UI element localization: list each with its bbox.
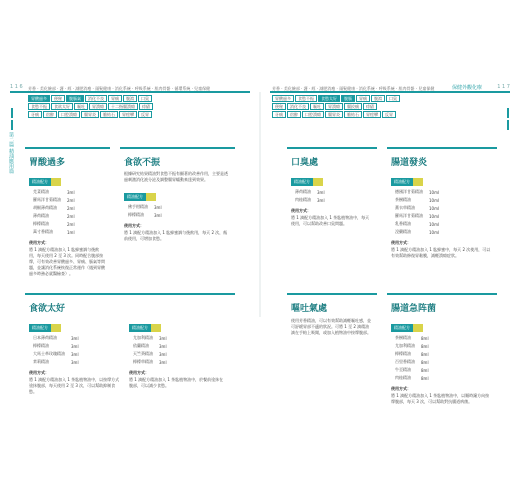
intro-text: 根據研究結果精油對食慾不振有顯著的改善作用，主要是透過刺激消化液分泌及調整腸胃蠕動來達到效果。 — [124, 171, 228, 182]
usage-text: 將 1 滴配方精油加入 1 匙蜂蜜中，每天 2 次使用，可以有效幫助修復胃黏膜，減輕潰瘍症狀。 — [391, 247, 491, 258]
oil-row: 檸檬精油 3ml — [128, 212, 162, 218]
side-label-text: 第二篇 精油應用篇 — [8, 132, 14, 174]
nav-tab[interactable]: 消化不良 — [85, 95, 107, 102]
oil-row: 百里香精油 8ml — [395, 359, 429, 365]
oil-row: 茶樹精油 10ml — [395, 197, 440, 203]
usage-heading: 使用方式： — [129, 370, 149, 375]
card-title: 食欲不振 — [124, 158, 161, 168]
right-topic-nav — [272, 95, 401, 119]
formula-tag: 精油配方 — [124, 193, 156, 201]
nav-tab[interactable]: 牙痛 — [28, 111, 42, 118]
nav-tab[interactable]: 痔瘡 — [139, 103, 153, 110]
right-breadcrumb: 芳香 · 美化臉部 · 護 · 經 · 減肥消瘦 · 頭髮健康 · 消化系統 · 呼吸系統 · 肌肉骨骼 · 兒童保健 — [272, 86, 435, 91]
usage-heading: 使用方式： — [291, 208, 311, 213]
card-poison — [387, 293, 497, 425]
page-spine — [259, 92, 261, 317]
oil-row: 胡椒薄荷精油 2ml — [33, 205, 75, 211]
card-vomit — [287, 293, 377, 395]
oil-row: 薄荷精油 2ml — [33, 213, 75, 219]
oil-row: 肉桂精油 3ml — [295, 197, 325, 203]
formula-tag: 精油配方 — [29, 324, 61, 332]
card-appetite-good — [25, 293, 235, 425]
oil-table — [133, 334, 173, 366]
usage-heading: 使用方式： — [124, 223, 144, 228]
nav-tab[interactable]: 胃痛 — [356, 95, 370, 102]
oil-row: 佛手柑精油 3ml — [128, 204, 162, 210]
nav-tab[interactable]: 消化不良 — [287, 103, 309, 110]
oil-row: 肉桂精油 8ml — [395, 375, 429, 381]
usage-text: 將 1 滴配方精油加入 1 匙蜂蜜調勻後飲用，每天使用 2 至 3 次。同時配合腹部按摩，可有效改善胃酸過多、胃痛、脹氣等問題，並讓消化系統恢復正常運作（遇到胃酸過多時務必就醫檢查）。 — [29, 247, 105, 276]
nav-tab[interactable]: 食慾不振 — [28, 103, 50, 110]
nav-tab[interactable]: 腹瀉 — [371, 95, 385, 102]
oil-table — [33, 188, 81, 236]
usage-text: 將 1 滴配方精油加入 1 茶匙植物油中，於餐前塗抹在腹部，可以減少食慾。 — [129, 377, 224, 388]
card-appetite-poor — [120, 147, 235, 289]
nav-tab[interactable]: 便秘 — [272, 103, 286, 110]
oil-row: 茶樹精油 8ml — [395, 335, 429, 341]
nav-tab[interactable]: 反胃 — [138, 111, 152, 118]
left-page-number: 1 1 6 — [10, 84, 23, 90]
oil-row: 薄荷精油 3ml — [295, 189, 325, 195]
oil-row: 乳香精油 10ml — [395, 221, 440, 227]
nav-tab[interactable]: 食欲太好 — [51, 103, 73, 110]
card-title: 胃酸過多 — [29, 158, 66, 168]
card-title: 腸道發炎 — [391, 158, 428, 168]
side-mark — [507, 108, 509, 118]
nav-tab[interactable]: 胃痙攣 — [119, 111, 137, 118]
card-title: 口臭處 — [291, 158, 319, 168]
card-ulcer — [387, 147, 497, 289]
right-section-label: 保健外觀化療 — [452, 85, 483, 91]
nav-tab[interactable]: 腸胃炎 — [81, 111, 99, 118]
nav-tab[interactable]: 十二指腸潰瘍 — [108, 103, 138, 110]
oil-row: 依蘭精油 3ml — [133, 343, 167, 349]
nav-tab[interactable]: 便秘 — [51, 95, 65, 102]
nav-tab[interactable]: 腸絞痛 — [344, 103, 362, 110]
right-page-number: 1 1 7 — [497, 84, 510, 90]
card-title: 嘔吐氣處 — [291, 304, 328, 314]
oil-table — [295, 188, 331, 204]
nav-tab[interactable]: 胃痙攣 — [363, 111, 381, 118]
side-mark — [11, 108, 13, 118]
nav-tab[interactable]: 口臭 — [386, 95, 400, 102]
left-breadcrumb: 芳香 · 美化臉部 · 護 · 經 · 減肥消瘦 · 頭髮健康 · 消化系統 · 呼吸系統 · 肌肉骨骼 · 循環系統 · 兒童保健 — [28, 86, 211, 91]
oil-row: 德國洋甘菊精油 10ml — [395, 189, 440, 195]
nav-tab[interactable]: 食慾不振 — [295, 95, 317, 102]
side-mark — [507, 120, 509, 130]
nav-tab[interactable]: 腹脹氣 — [66, 95, 84, 102]
card-bad-breath — [287, 147, 377, 289]
nav-tab[interactable]: 腸胃炎 — [325, 111, 343, 118]
oil-row: 大馬士革玫瑰精油 3ml — [33, 351, 79, 357]
nav-tab[interactable]: 嘔吐 — [310, 103, 324, 110]
oil-row: 檸檬草精油 3ml — [133, 359, 167, 365]
usage-text: 將 1 滴配方精油加入 1 茶匙植物油中，每天使用，可以幫助改善口臭問題。 — [291, 215, 370, 226]
usage-heading: 使用方式： — [29, 240, 49, 245]
body-text: 使用芳香精油，可以有效幫助減輕嘔吐感，並可舒緩胃部不適的狀況。可將 1 至 2 滴精油滴在手帕上吸聞，或加入植物油中按摩腹部。 — [291, 318, 371, 335]
oil-row: 沒藥精油 10ml — [395, 229, 440, 235]
formula-tag: 精油配方 — [391, 324, 423, 332]
oil-table — [128, 203, 168, 219]
left-side-label — [8, 108, 16, 174]
formula-tag: 精油配方 — [29, 178, 61, 186]
right-side-label — [504, 108, 512, 132]
right-header-rule — [270, 91, 510, 93]
card-gastric — [25, 147, 110, 289]
nav-tab[interactable]: 宿醉 — [287, 111, 301, 118]
oil-table — [395, 188, 445, 236]
card-title: 食欲太好 — [29, 304, 66, 314]
oil-table — [395, 334, 435, 382]
oil-row: 牛至精油 8ml — [395, 367, 429, 373]
nav-tab[interactable]: 胃酸過多 — [272, 95, 294, 102]
oil-row: 芫荽精油 3ml — [33, 189, 75, 195]
nav-tab[interactable]: 口腔潰瘍 — [302, 111, 324, 118]
usage-text: 將 1 滴配方精油加入 1 茶匙植物油中，以順時鐘方向按摩腹部，每天 3 次，可以幫助對抗腸道病菌。 — [391, 393, 490, 404]
usage-text: 將 1 滴配方精油加入 1 茶匙植物油中，以按摩方式塗抹腹部，每天使用 2 至 3 次，可以幫助抑制食慾。 — [29, 377, 120, 394]
card-title: 腸道急阵菌 — [391, 304, 437, 314]
oil-row: 尤加利精油 3ml — [133, 335, 167, 341]
nav-tab[interactable]: 牙痛 — [272, 111, 286, 118]
oil-row: 日本薄荷精油 3ml — [33, 335, 79, 341]
nav-tab[interactable]: 宿醉 — [43, 111, 57, 118]
formula-tag: 精油配方 — [391, 178, 423, 186]
oil-row: 檸檬精油 3ml — [33, 343, 79, 349]
oil-row: 萬寸香精油 1ml — [33, 229, 75, 235]
nav-tab[interactable]: 嘔吐 — [74, 103, 88, 110]
nav-tab[interactable]: 胃潰瘍 — [325, 103, 343, 110]
side-mark — [11, 120, 13, 130]
nav-tab[interactable]: 胃痛 — [108, 95, 122, 102]
nav-tab[interactable]: 胃潰瘍 — [89, 103, 107, 110]
nav-tab[interactable]: 膽結石 — [344, 111, 362, 118]
nav-tab[interactable]: 腹脹 — [341, 95, 355, 102]
nav-tab[interactable]: 口腔潰瘍 — [58, 111, 80, 118]
oil-row: 尤加利精油 8ml — [395, 343, 429, 349]
oil-row: 羅馬洋甘菊精油 2ml — [33, 197, 75, 203]
formula-tag: 精油配方 — [291, 178, 323, 186]
nav-tab[interactable]: 胃酸過多 — [28, 95, 50, 102]
nav-tab[interactable]: 腹瀉 — [123, 95, 137, 102]
oil-table — [33, 334, 85, 366]
nav-tab[interactable]: 反胃 — [382, 111, 396, 118]
usage-text: 將 1 滴配方精油加入 1 匙蜂蜜調勻後飲用，每天 2 次，飯前使用，可增加食慾。 — [124, 230, 228, 241]
nav-tab[interactable]: 膽結石 — [100, 111, 118, 118]
oil-row: 薰衣草精油 10ml — [395, 205, 440, 211]
usage-heading: 使用方式： — [391, 240, 411, 245]
left-topic-nav — [28, 95, 154, 119]
oil-row: 羅馬洋甘菊精油 10ml — [395, 213, 440, 219]
oil-row: 檸檬精油 8ml — [395, 351, 429, 357]
oil-row: 茉莉精油 3ml — [33, 359, 79, 365]
nav-tab[interactable]: 食慾太好 — [318, 95, 340, 102]
formula-tag: 精油配方 — [129, 324, 161, 332]
left-header-rule — [10, 91, 250, 93]
usage-heading: 使用方式： — [29, 370, 49, 375]
usage-heading: 使用方式： — [391, 386, 411, 391]
nav-tab[interactable]: 口臭 — [138, 95, 152, 102]
oil-row: 天竺葵精油 3ml — [133, 351, 167, 357]
oil-row: 檸檬精油 2ml — [33, 221, 75, 227]
nav-tab[interactable]: 痔瘡 — [363, 103, 377, 110]
